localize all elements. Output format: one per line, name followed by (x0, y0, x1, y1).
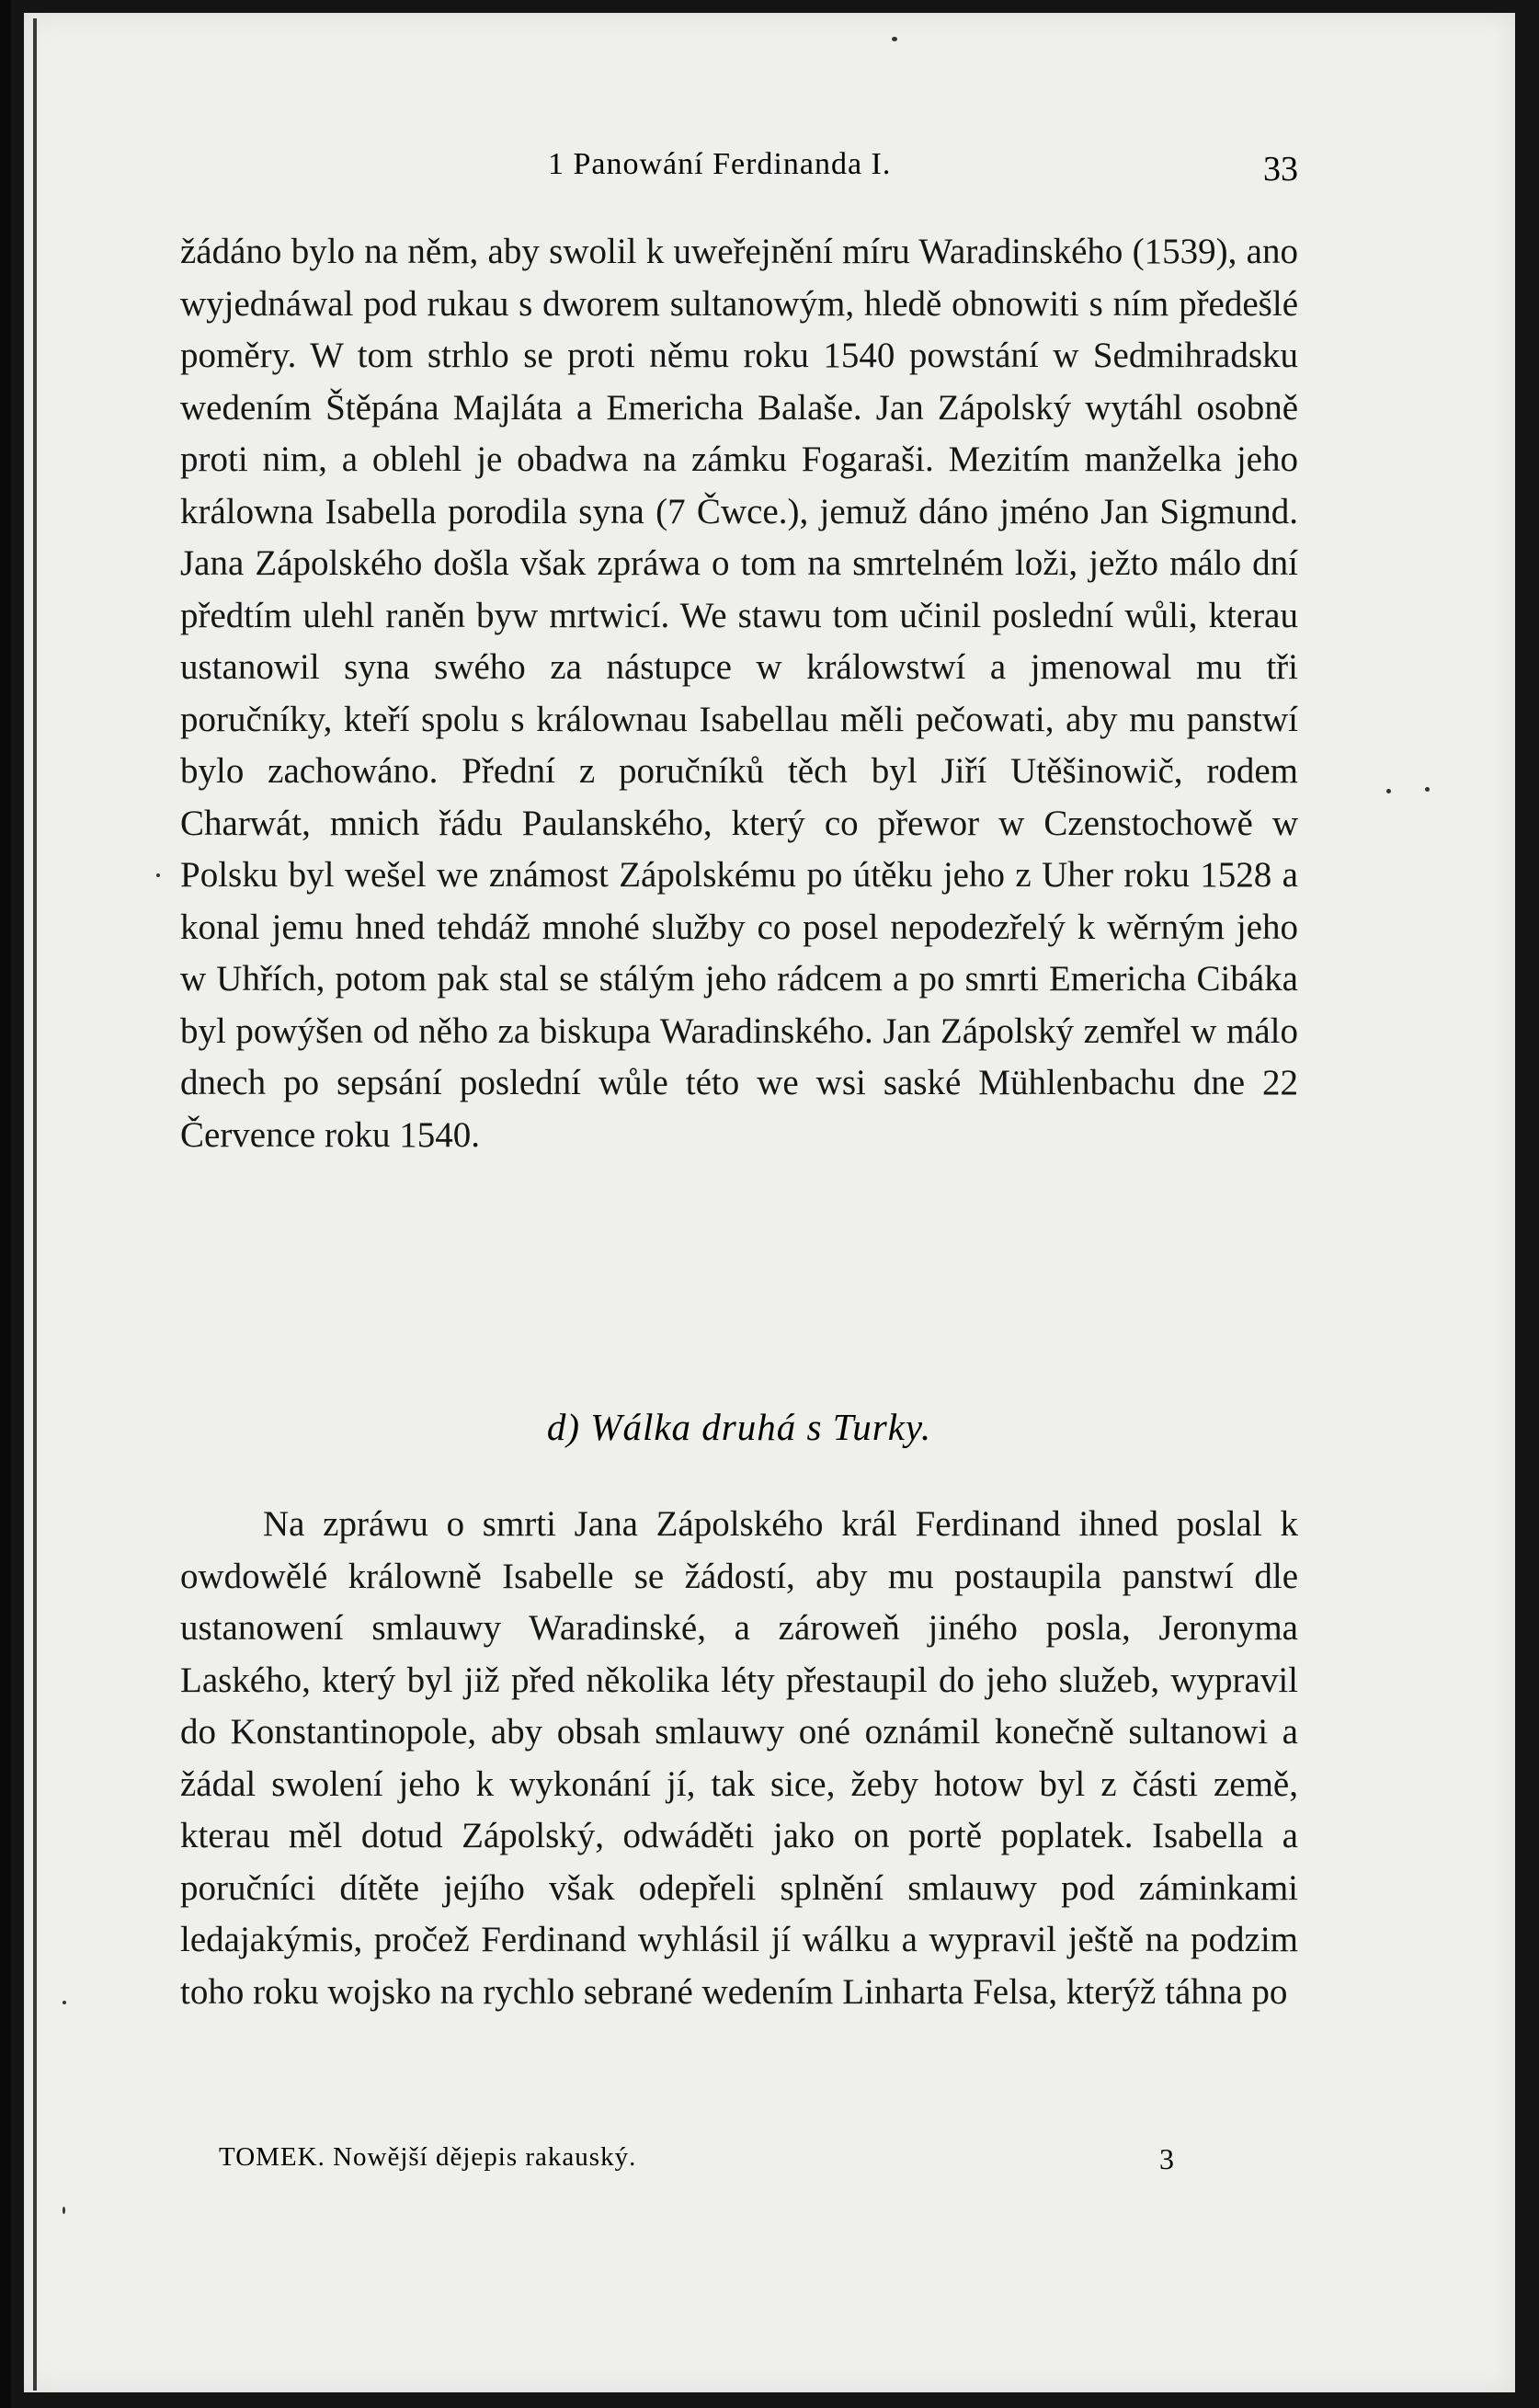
running-head (180, 147, 1298, 193)
dust-speck (63, 2001, 66, 2004)
printer-signature (219, 2142, 1175, 2173)
paragraph-1: žádáno bylo na něm, aby swolil k uweřejnění míru Waradinského (1539), ano wyjednáwal pod rukau s dworem sultanowým, hledě obnowiti s ním předešlé poměry. W tom strhlo se proti němu roku 1540 powstání w Sedmihradsku wedením Štěpána Majláta a Emericha Balaše. Jan Zápolský wytáhl osobně proti nim, a oblehl je obadwa na zámku Fogaraši. Mezitím manželka jeho králowna Isabella porodila syna (7 Čwce.), jemuž dáno jméno Jan Sigmund. Jana Zápolského došla však zpráwa o tom na smrtelném loži, ježto málo dní předtím ulehl raněn byw mrtwicí. We stawu tom učinil poslední wůli, kterau ustanowil syna swého za nástupce w králowstwí a jmenowal mu tři poručníky, kteří spolu s králownau Isabellau měli pečowati, aby mu panstwí bylo zachowáno. Přední z poručníků těch byl Jiří Utěšinowič, rodem Charwát, mnich řádu Paulanského, který co přewor w Czenstochowě w Polsku byl wešel we známost Zápolskému po útěku jeho z Uher roku 1528 a konal jemu hned tehdáž mnohé služby co posel nepodezřelý k wěrným jeho w Uhřích, potom pak stal se stálým jeho rádcem a po smrti Emericha Cibáka byl powýšen od něho za biskupa Waradinského. Jan Zápolský zemřel w málo dnech po sepsání poslední wůle této we wsi saské Mühlenbachu dne 22 Července roku 1540. (180, 232, 1298, 1155)
dust-speck (1386, 789, 1391, 793)
running-head-title: 1 Panowání Ferdinanda I. (548, 147, 892, 181)
paragraph-2: Na zpráwu o smrti Jana Zápolského král Ferdinand ihned poslal k owdowělé králowně Isabelle se žádostí, aby mu postaupila panstwí dle ustanowení smlauwy Waradinské, a zároweň jiného posla, Jeronyma Laského, který byl již před několika léty přestaupil do jeho služeb, wypravil do Konstantinopole, aby obsah smlauwy oné oznámil konečně sultanowi a žádal swolení jeho k wykonání jí, tak sice, žeby hotow byl z části země, kterau měl dotud Zápolský, odwáděti jako on portě poplatek. Isabella a poručníci dítěte jejího však odepřeli splnění smlauwy pod záminkami ledajakýmis, pročež Ferdinand wyhlásil jí wálku a wypravil ještě na podzim toho roku wojsko na rychlo sebrané wedením Linharta Felsa, kterýž táhna po (180, 1504, 1298, 2012)
binding-edge (33, 18, 37, 2391)
signature-text: TOMEK. Nowější dějepis rakauský. (219, 2142, 637, 2172)
page-number: 33 (1263, 150, 1298, 188)
dust-speck (892, 37, 897, 41)
dust-speck (1425, 787, 1430, 792)
dust-speck (156, 873, 160, 877)
signature-number: 3 (1159, 2142, 1175, 2175)
section-heading: d) Wálka druhá s Turky. (546, 1406, 932, 1448)
dust-speck (63, 2207, 65, 2214)
